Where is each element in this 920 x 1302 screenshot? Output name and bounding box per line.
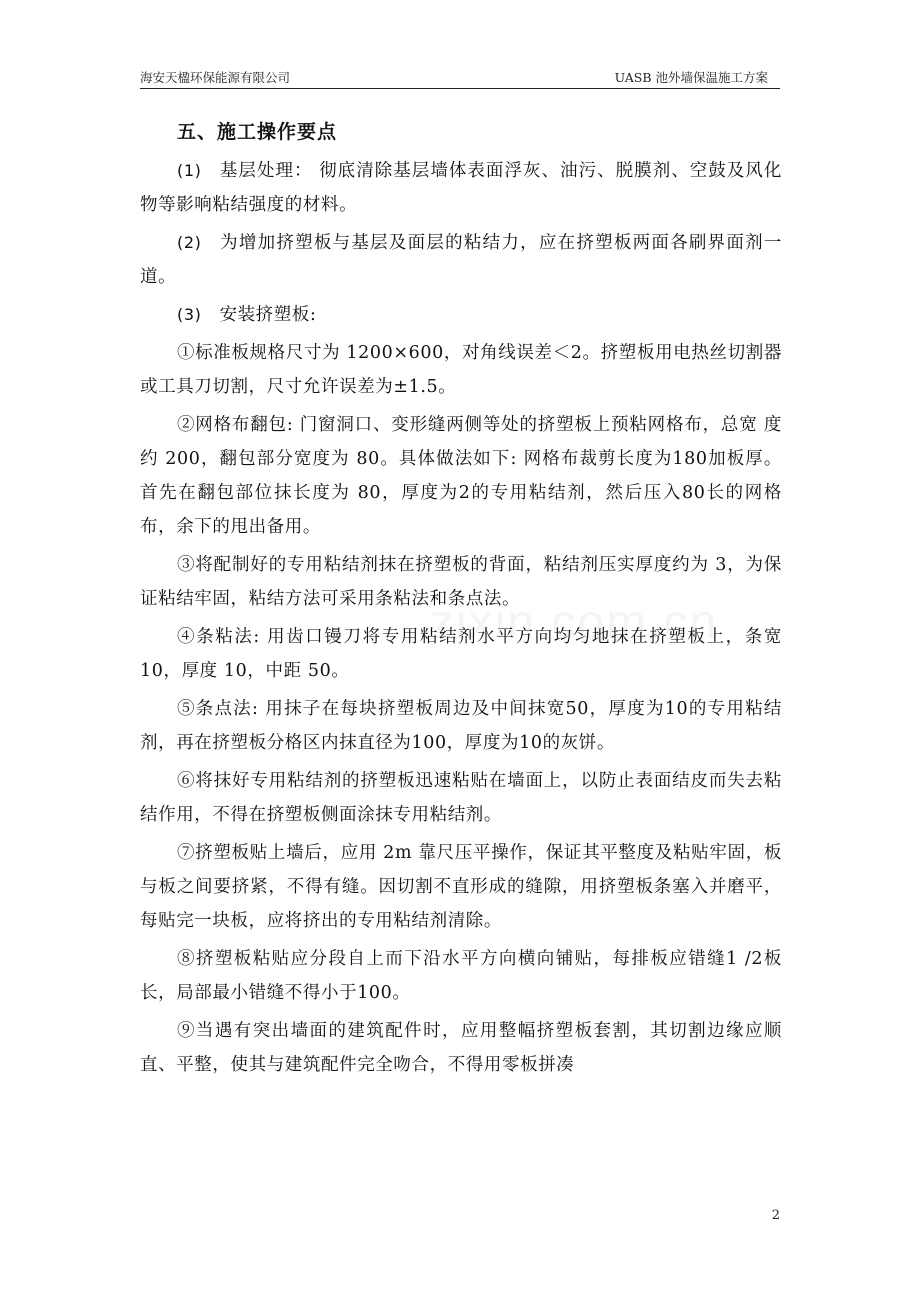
item-1-text: 基层处理： 彻底清除基层墙体表面浮灰、油污、脱膜剂、空鼓及风化物等影响粘结强度的材料。 — [140, 161, 782, 215]
section-title: 五、施工操作要点 — [177, 121, 338, 143]
header-doc-title: UASB 池外墙保温施工方案 — [614, 70, 768, 85]
item-2-number: (2) — [177, 233, 202, 252]
item-3 — [140, 298, 782, 332]
step-3: ③将配制好的专用粘结剂抹在挤塑板的背面，粘结剂压实厚度约为 3，为保证粘结牢固，粘结方法可采用条粘法和条点法。 — [140, 555, 782, 609]
item-1-number: (1) — [177, 161, 202, 180]
header-company: 海安天楹环保能源有限公司 — [140, 70, 291, 85]
page-header — [140, 66, 780, 89]
item-3-text: 安装挤塑板: — [219, 305, 317, 325]
step-7: ⑦挤塑板贴上墙后，应用 2m 靠尺压平操作，保证其平整度及粘贴牢固，板与板之间要挤紧，不得有缝。因切割不直形成的缝隙，用挤塑板条塞入并磨平，每贴完一块板，应将挤出的专用粘结剂清除。 — [140, 843, 782, 931]
document-body — [140, 114, 782, 1082]
step-6: ⑥将抹好专用粘结剂的挤塑板迅速粘贴在墙面上，以防止表面结皮而失去粘结作用，不得在挤塑板侧面涂抹专用粘结剂。 — [140, 771, 782, 825]
step-4: ④条粘法: 用齿口镘刀将专用粘结剂水平方向均匀地抹在挤塑板上，条宽10，厚度 10，中距 50。 — [140, 627, 782, 681]
page-number: 2 — [771, 1208, 780, 1223]
item-2-text: 为增加挤塑板与基层及面层的粘结力，应在挤塑板两面各刷界面剂一道。 — [140, 233, 782, 287]
step-9: ⑨当遇有突出墙面的建筑配件时，应用整幅挤塑板套割，其切割边缘应顺直、平整，使其与建筑配件完全吻合，不得用零板拼凑 — [140, 1021, 782, 1075]
step-1: ①标准板规格尺寸为 1200×600，对角线误差＜2。挤塑板用电热丝切割器 或工具刀切割，尺寸允许误差为±1.5。 — [140, 343, 782, 397]
step-5: ⑤条点法: 用抹子在每块挤塑板周边及中间抹宽50，厚度为10的专用粘结剂，再在挤塑板分格区内抹直径为100，厚度为10的灰饼。 — [140, 699, 782, 753]
item-2 — [140, 226, 782, 294]
step-2: ②网格布翻包: 门窗洞口、变形缝两侧等处的挤塑板上预粘网格布，总宽 度约 200，翻包部分宽度为 80。具体做法如下: 网格布裁剪长度为180加板厚。 首先在翻包部位抹长度为 80，厚度为2的专用粘结剂，然后压入80长的网格 布，余下的甩出备用。 — [140, 415, 782, 537]
item-3-number: (3) — [177, 305, 202, 324]
step-8: ⑧挤塑板粘贴应分段自上而下沿水平方向横向铺贴，每排板应错缝1 /2板长，局部最小错缝不得小于100。 — [140, 949, 782, 1003]
item-1 — [140, 154, 782, 222]
